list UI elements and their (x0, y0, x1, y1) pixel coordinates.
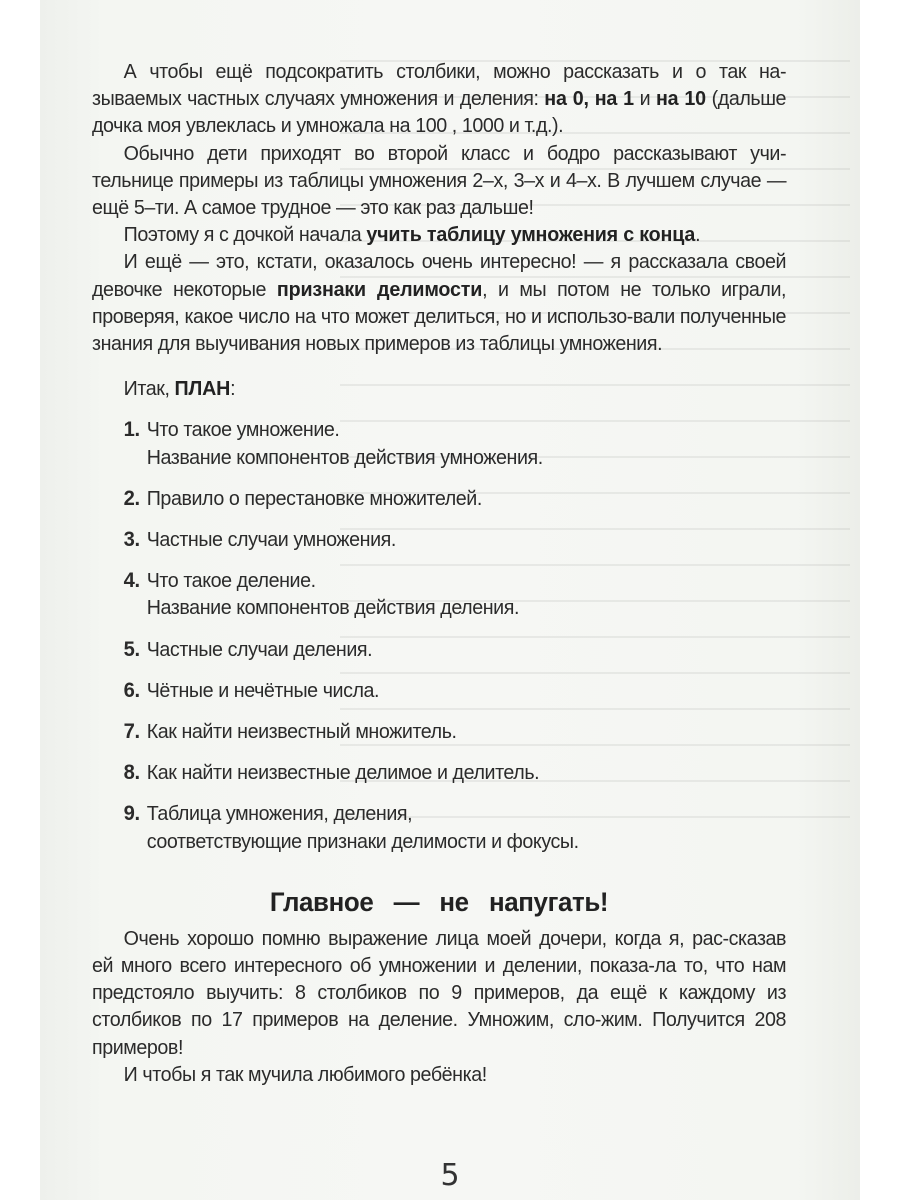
plan-intro (92, 375, 786, 402)
plan-item-text: Чётные и нечётные числа. (146, 678, 380, 702)
plan-item-text: Как найти неизвестные делимое и делитель. (146, 761, 540, 785)
text: Итак, (123, 377, 175, 401)
paragraph-second-grade: Обычно дети приходят во второй класс и бодро рассказывают учи-тельнице примеры из таблицы умножения 2–х, 3–х и 4–х. В лучшем случае — ещё 5–ти. А самое трудное — это как раз дальше! (92, 141, 787, 220)
plan-item-number: 1. (123, 418, 140, 442)
text: и (633, 87, 656, 111)
page-number: 5 (440, 1158, 460, 1193)
plan-title: ПЛАН (174, 377, 231, 401)
plan-item-text: Что такое умножение. Название компонентов действия умножения. (146, 418, 543, 469)
plan-item-number: 4. (123, 569, 140, 593)
plan-item-number: 6. (123, 678, 140, 702)
page-content (92, 58, 786, 1088)
plan-item (124, 677, 786, 704)
paragraph-daughter-face: Очень хорошо помню выражение лица моей дочери, когда я, рас-сказав ей много всего интересного об умножении и делении, показа-ла то, что нам предстояло выучить: 8 столбиков по 9 примеров, да ещё к каждому из столбиков по 17 примеров на деление. Умножим, сло-жим. Получится 208 примеров! (92, 926, 787, 1059)
text: . (695, 223, 701, 247)
plan-item-text: Частные случаи умножения. (146, 528, 396, 552)
text: , и мы потом не только играли, проверяя, какое число на что может делиться, но и использо-вали полученные знания для выучивания новых примеров из таблицы умножения. (92, 277, 787, 356)
plan-list (92, 416, 786, 854)
plan-item (124, 567, 786, 621)
plan-item (124, 800, 786, 854)
bold-text: признаки делимости (276, 277, 483, 301)
plan-item-number: 9. (123, 802, 140, 826)
text: И ещё — это, кстати, оказалось очень интересно! — я рассказала своей девочке некоторые (92, 250, 787, 301)
plan-item-text: Как найти неизвестный множитель. (146, 720, 457, 744)
plan-item (124, 636, 786, 663)
text: : (230, 377, 236, 401)
plan-item-number: 3. (123, 528, 140, 552)
bold-text: на 10 (655, 87, 706, 111)
paragraph-from-the-end (92, 221, 786, 248)
plan-item-text: Частные случаи деления. (146, 637, 373, 661)
bold-text: учить таблицу умножения с конца (366, 223, 696, 247)
plan-item-number: 7. (123, 720, 140, 744)
bold-text: на 0, на 1 (544, 87, 634, 111)
text: А чтобы ещё подсократить столбики, можно рассказать и о так на-зываемых частных случаях умножения и деления: (92, 60, 787, 111)
section-heading: Главное — не напугать! (269, 886, 609, 917)
plan-item-text: Таблица умножения, деления, соответствующие признаки делимости и фокусы. (146, 802, 579, 853)
paragraph-closing: И чтобы я так мучила любимого ребёнка! (123, 1062, 487, 1086)
plan-item-text: Что такое деление. Название компонентов действия деления. (146, 569, 520, 620)
paragraph-divisibility (92, 248, 786, 357)
text: Поэтому я с дочкой начала (123, 223, 367, 247)
plan-item (124, 416, 786, 470)
paragraph-special-cases (92, 58, 786, 140)
text: (дальше дочка моя увлеклась и умножала на 100 , 1000 и т.д.). (92, 87, 787, 138)
plan-item-number: 5. (123, 637, 140, 661)
book-page (40, 0, 860, 1200)
plan-item (124, 485, 786, 512)
plan-item-number: 8. (123, 761, 140, 785)
plan-item-text: Правило о перестановке множителей. (146, 486, 482, 510)
plan-item (124, 718, 786, 745)
plan-item (124, 526, 786, 553)
plan-item-number: 2. (123, 486, 140, 510)
plan-item (124, 759, 786, 786)
